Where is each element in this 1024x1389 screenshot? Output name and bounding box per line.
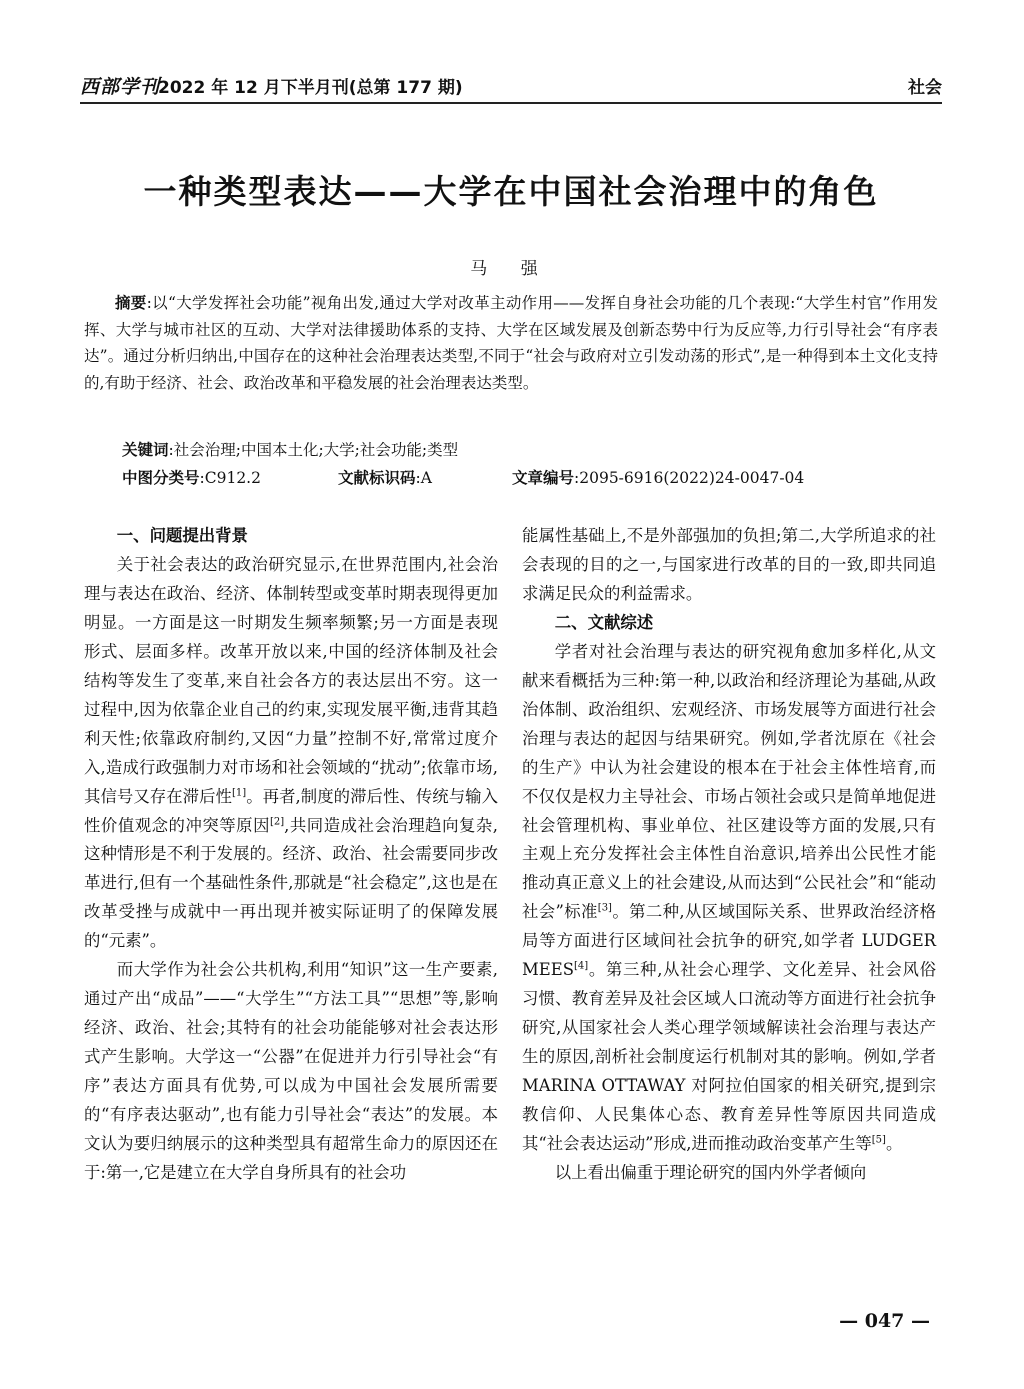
section-heading-1: 一、问题提出背景 <box>116 526 248 545</box>
classification-row <box>122 466 942 488</box>
paragraph-1 <box>84 551 498 956</box>
running-header <box>80 72 942 98</box>
body-column-left <box>84 522 498 1188</box>
section-label: 社会 <box>908 78 942 98</box>
page-number: — 047 — <box>839 1310 930 1332</box>
citation-4: [4] <box>573 960 589 972</box>
body-column-right <box>522 522 936 1188</box>
clc-value: :C912.2 <box>199 469 261 487</box>
paragraph-3-text-b: 。第二种,从区域国际关系、世界政治经济格局等方面进行区域间社会抗争的研究,如学者 LUDGER MEES <box>522 902 936 980</box>
citation-5: [5] <box>871 1134 886 1146</box>
header-divider <box>80 102 942 104</box>
paragraph-2-continued: 能属性基础上,不是外部强加的负担;第二,大学所追求的社会表现的目的之一,与国家进行改革的目的一致,即共同追求满足民众的利益需求。 <box>522 526 936 603</box>
paragraph-3-text-d: 。 <box>885 1134 903 1154</box>
journal-logo: 西部学刊 <box>80 76 161 98</box>
doc-code-value: :A <box>415 469 432 487</box>
paragraph-1-text-c: ,共同造成社会治理趋向复杂,这种情形是不利于发展的。经济、政治、社会需要同步改革进行,但有一个基础性条件,那就是“社会稳定”,这也是在改革受挫与成就中一再出现并被实际证明了的保障发展的“元素”。 <box>84 815 499 951</box>
keywords-label: 关键词 <box>122 441 169 459</box>
keywords <box>122 438 458 460</box>
article-title: 一种类型表达——大学在中国社会治理中的角色 <box>143 172 879 211</box>
keywords-text: :社会治理;中国本土化;大学;社会功能;类型 <box>168 441 459 459</box>
abstract <box>84 290 938 396</box>
paragraph-3-text-a: 学者对社会治理与表达的研究视角愈加多样化,从文献来看概括为三种:第一种,以政治和经济理论为基础,从政治体制、政治组织、宏观经济、市场发展等方面进行社会治理与表达的起因与结果研究。例如,学者沈原在《社会的生产》中认为社会建设的根本在于社会主体性培育,而不仅仅是权力主导社会、市场占领社会或只是简单地促进社会管理机构、事业单位、社区建设等方面的发展,只有主观上充分发挥社会主体性自治意识,培养出公民性才能推动真正意义上的社会建设,从而达到“公民社会”和“能动社会”标准 <box>522 641 936 922</box>
paragraph-3 <box>522 638 936 1159</box>
abstract-label: 摘要 <box>115 294 147 312</box>
paragraph-3-text-c: 。第三种,从社会心理学、文化差异、社会风俗习惯、教育差异及社会区域人口流动等方面进行社会抗争研究,从国家社会人类心理学领域解读社会治理与表达产生的原因,剖析社会制度运行机制对其的影响。例如,学者 MARINA OTTAWAY 对阿拉伯国家的相关研究,提到宗教信仰、人民集体心态、教育差异性等原因共同造成其“社会表达运动”形成,进而推动政治变革产生等 <box>522 960 936 1154</box>
article-number-value: :2095-6916(2022)24-0047-04 <box>574 469 805 487</box>
citation-2: [2] <box>270 816 285 828</box>
doc-code-label: 文献标识码 <box>338 469 416 487</box>
abstract-text: :以“大学发挥社会功能”视角出发,通过大学对改革主动作用——发挥自身社会功能的几个表现:“大学生村官”作用发挥、大学与城市社区的互动、大学对法律援助体系的支持、大学在区域发展及创新态势中行为反应等,力行引导社会“有序表达”。通过分析归纳出,中国存在的这种社会治理表达类型,不同于“社会与政府对立引发动荡的形式”,是一种得到本土文化支持的,有助于经济、社会、政治改革和平稳发展的社会治理表达类型。 <box>84 294 938 392</box>
citation-1: [1] <box>231 787 247 799</box>
section-heading-2: 二、文献综述 <box>554 612 654 632</box>
clc-label: 中图分类号 <box>122 469 200 487</box>
author-name: 马 强 <box>470 259 552 279</box>
paragraph-1-text-a: 关于社会表达的政治研究显示,在世界范围内,社会治理与表达在政治、经济、体制转型或变革时期表现得更加明显。一方面是这一时期发生频率频繁;另一方面是表现形式、层面多样。改革开放以来,中国的经济体制及社会结构等发生了变革,来自社会各方的表达层出不穷。这一过程中,因为依靠企业自己的约束,实现发展平衡,违背其趋利天性;依靠政府制约,又因“力量”控制不好,常常过度介入,造成行政强制力对市场和社会领域的“扰动”;依靠市场,其信号又存在滞后性 <box>84 554 498 806</box>
paragraph-1-text-b: 。再者,制度的滞后性、传统与输入性价值观念的冲突等原因 <box>84 786 498 835</box>
article-number-label: 文章编号 <box>512 469 575 487</box>
paragraph-2: 而大学作为社会公共机构,利用“知识”这一生产要素,通过产出“成品”——“大学生”“方法工具”“思想”等,影响经济、政治、社会;其特有的社会功能能够对社会表达形式产生影响。大学这一“公器”在促进并力行引导社会“有序”表达方面具有优势,可以成为中国社会发展所需要的“有序表达驱动”,也有能力引导社会“表达”的发展。本文认为要归纳展示的这种类型具有超常生命力的原因还在于:第一,它是建立在大学自身所具有的社会功 <box>84 960 498 1182</box>
issue-info: 2022 年 12 月下半月刊(总第 177 期) <box>158 78 463 98</box>
citation-3: [3] <box>597 902 612 914</box>
paragraph-4: 以上看出偏重于理论研究的国内外学者倾向 <box>554 1162 867 1182</box>
